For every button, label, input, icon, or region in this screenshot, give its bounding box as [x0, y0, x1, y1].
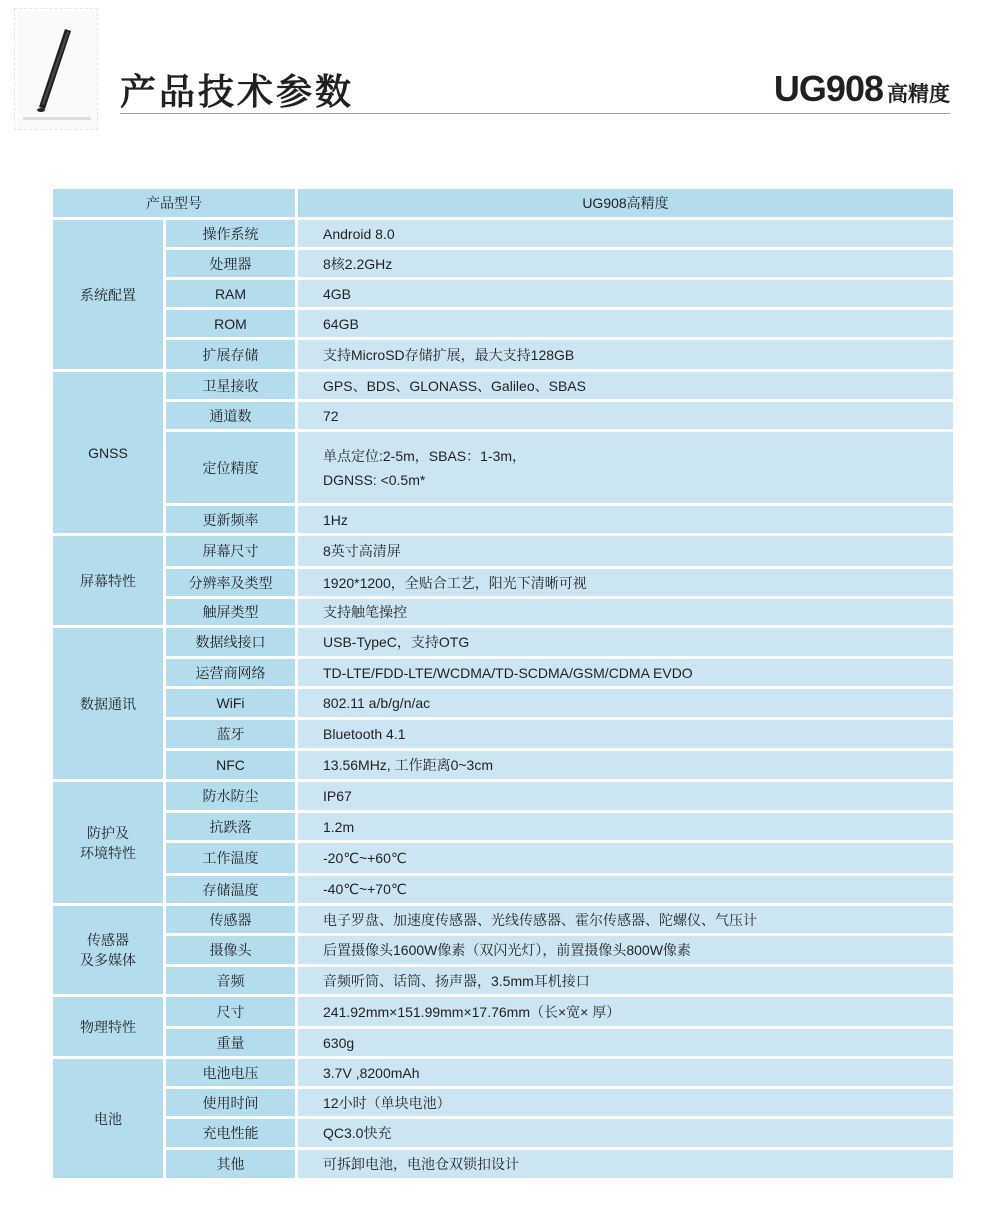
group-label: [53, 372, 166, 536]
header-value: UG908高精度: [298, 189, 953, 220]
table-row: [53, 843, 953, 876]
table-row: [53, 372, 953, 402]
spec-label: WiFi: [166, 689, 298, 720]
table-row: [53, 967, 953, 997]
group-name: 物理特性: [80, 1018, 136, 1035]
spec-value: TD-LTE/FDD-LTE/WCDMA/TD-SCDMA/GSM/CDMA EVDO: [298, 659, 953, 689]
table-row: [53, 936, 953, 967]
spec-label: 数据线接口: [166, 628, 298, 659]
spec-label: 定位精度: [166, 432, 298, 506]
model-header: [774, 68, 950, 110]
spec-value: 电子罗盘、加速度传感器、光线传感器、霍尔传感器、陀螺仪、气压计: [298, 906, 953, 936]
spec-label: ROM: [166, 310, 298, 340]
page-title: 产品技术参数: [120, 72, 355, 113]
spec-value: 音频听筒、话筒、扬声器，3.5mm耳机接口: [298, 967, 953, 997]
table-row: [53, 813, 953, 843]
rugged-tablet-image: [15, 9, 99, 131]
group-label: [53, 220, 166, 372]
spec-label: 其他: [166, 1150, 298, 1181]
spec-value: 241.92mm×151.99mm×17.76mm（长×宽× 厚）: [298, 997, 953, 1029]
spec-value: -40℃~+70℃: [298, 876, 953, 906]
group-name-line2: 及多媒体: [80, 952, 136, 968]
spec-label: 工作温度: [166, 843, 298, 876]
spec-label: 扩展存储: [166, 340, 298, 372]
spec-label: 触屏类型: [166, 599, 298, 628]
spec-value: 630g: [298, 1029, 953, 1059]
table-row: [53, 340, 953, 372]
spec-value: 1.2m: [298, 813, 953, 843]
group-label: [53, 997, 166, 1059]
spec-value: 12小时（单块电池）: [298, 1089, 953, 1119]
group-name: 屏幕特性: [80, 572, 136, 589]
spec-label: 电池电压: [166, 1059, 298, 1089]
table-row: [53, 280, 953, 310]
spec-value: 13.56MHz, 工作距离0~3cm: [298, 751, 953, 782]
group-label: [53, 1059, 166, 1181]
spec-value-line1: 单点定位:2-5m，SBAS：1-3m，: [323, 447, 527, 464]
table-row: [53, 876, 953, 906]
table-row: [53, 659, 953, 689]
spec-value: 802.11 a/b/g/n/ac: [298, 689, 953, 720]
group-name: GNSS: [88, 444, 128, 461]
spec-label: 屏幕尺寸: [166, 536, 298, 569]
spec-value: 支持MicroSD存储扩展，最大支持128GB: [298, 340, 953, 372]
spec-value: 后置摄像头1600W像素（双闪光灯），前置摄像头800W像素: [298, 936, 953, 967]
table-row: [53, 536, 953, 569]
spec-label: 更新频率: [166, 506, 298, 536]
table-row: [53, 628, 953, 659]
table-row: [53, 720, 953, 751]
spec-label: 蓝牙: [166, 720, 298, 751]
spec-label: 运营商网络: [166, 659, 298, 689]
spec-value: GPS、BDS、GLONASS、Galileo、SBAS: [298, 372, 953, 402]
table-row: [53, 1059, 953, 1089]
spec-value: USB-TypeC，支持OTG: [298, 628, 953, 659]
spec-value: QC3.0快充: [298, 1119, 953, 1150]
table-row: [53, 782, 953, 813]
spec-label: 音频: [166, 967, 298, 997]
spec-value-line2: DGNSS: <0.5m*: [323, 471, 426, 488]
product-thumbnail: [14, 8, 98, 130]
table-row: [53, 906, 953, 936]
spec-label: 传感器: [166, 906, 298, 936]
table-row: [53, 997, 953, 1029]
spec-value: 3.7V ,8200mAh: [298, 1059, 953, 1089]
table-row: [53, 402, 953, 432]
spec-label: 重量: [166, 1029, 298, 1059]
spec-value: 72: [298, 402, 953, 432]
spec-value: IP67: [298, 782, 953, 813]
group-name: 防护及: [87, 824, 129, 841]
group-label: [53, 782, 166, 906]
table-row: [53, 506, 953, 536]
table-row: [53, 250, 953, 280]
spec-label: 存储温度: [166, 876, 298, 906]
table-row: [53, 569, 953, 599]
group-name-line2: 环境特性: [80, 844, 136, 861]
table-row: [53, 1119, 953, 1150]
group-name: 数据通讯: [80, 695, 136, 712]
spec-value: Bluetooth 4.1: [298, 720, 953, 751]
spec-body: [53, 220, 953, 1181]
spec-label: 防水防尘: [166, 782, 298, 813]
table-row: [53, 1089, 953, 1119]
spec-label: 操作系统: [166, 220, 298, 250]
spec-label: 卫星接收: [166, 372, 298, 402]
group-name: 传感器: [87, 932, 129, 948]
spec-label: 尺寸: [166, 997, 298, 1029]
spec-value: 1Hz: [298, 506, 953, 536]
table-row: [53, 689, 953, 720]
header-label: 产品型号: [53, 189, 298, 220]
spec-value: 支持触笔操控: [298, 599, 953, 628]
spec-value: Android 8.0: [298, 220, 953, 250]
spec-value: 1920*1200，全贴合工艺，阳光下清晰可视: [298, 569, 953, 599]
spec-value: 8核2.2GHz: [298, 250, 953, 280]
table-row: [53, 310, 953, 340]
group-label: [53, 536, 166, 628]
table-row: [53, 432, 953, 506]
spec-label: 分辨率及类型: [166, 569, 298, 599]
spec-value: -20℃~+60℃: [298, 843, 953, 876]
group-name: 电池: [94, 1110, 122, 1127]
model-code: UG908: [773, 68, 883, 109]
group-label: [53, 628, 166, 782]
spec-label: 摄像头: [166, 936, 298, 967]
group-label: [53, 906, 166, 997]
spec-label: NFC: [166, 751, 298, 782]
spec-label: 抗跌落: [166, 813, 298, 843]
spec-value: 4GB: [298, 280, 953, 310]
spec-table: [53, 189, 953, 1181]
spec-label: 通道数: [166, 402, 298, 432]
title-divider: [120, 113, 950, 114]
spec-label: 充电性能: [166, 1119, 298, 1150]
table-header-row: [53, 189, 953, 220]
table-row: [53, 1029, 953, 1059]
spec-value: 8英寸高清屏: [298, 536, 953, 569]
table-row: [53, 1150, 953, 1181]
spec-label: RAM: [166, 280, 298, 310]
spec-value: 64GB: [298, 310, 953, 340]
table-row: [53, 599, 953, 628]
table-row: [53, 220, 953, 250]
model-suffix: 高精度: [887, 82, 950, 106]
table-row: [53, 751, 953, 782]
spec-value: [298, 432, 953, 506]
spec-value: 可拆卸电池，电池仓双锁扣设计: [298, 1150, 953, 1181]
spec-label: 处理器: [166, 250, 298, 280]
spec-label: 使用时间: [166, 1089, 298, 1119]
group-name: 系统配置: [80, 286, 136, 303]
